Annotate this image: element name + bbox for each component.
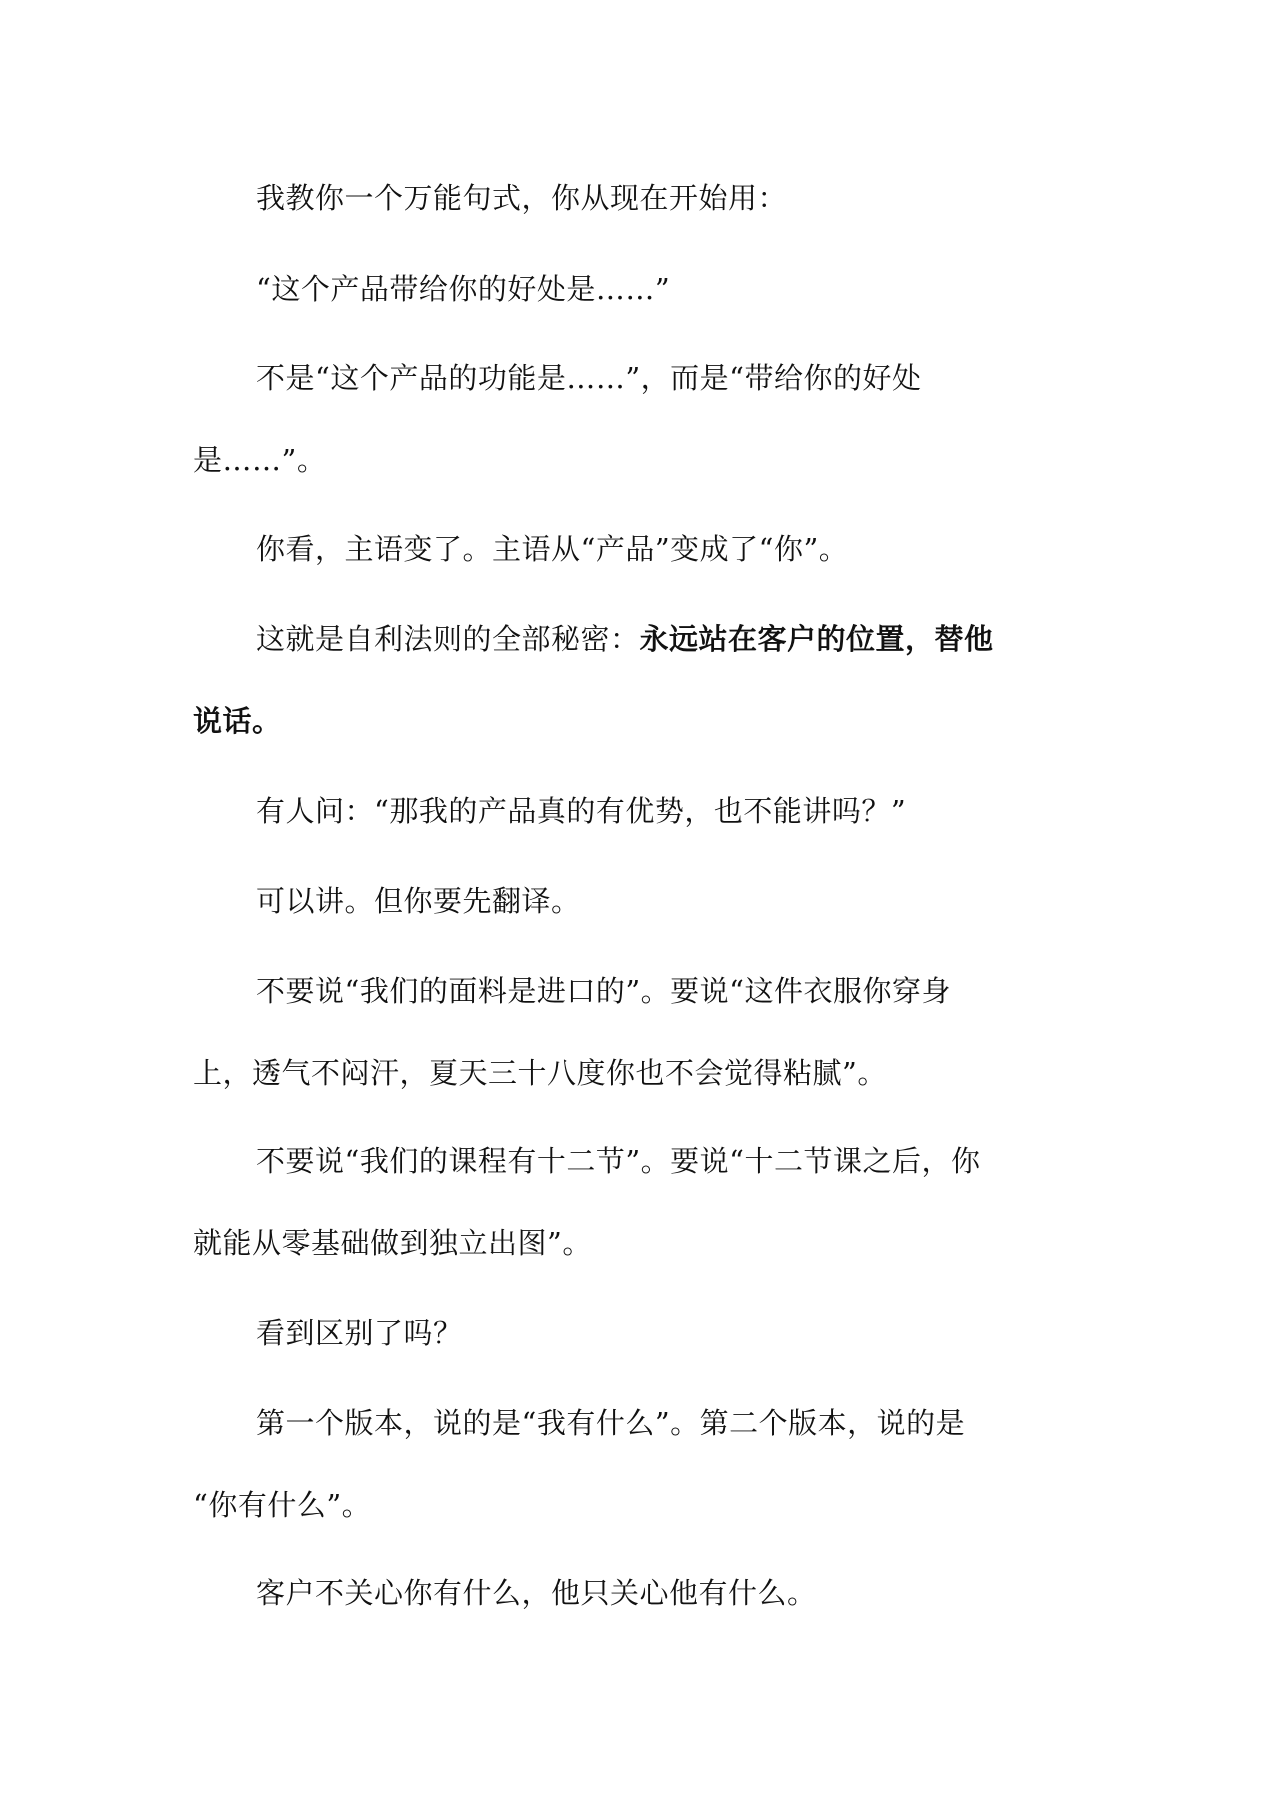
paragraph-4 [193, 508, 1093, 590]
paragraph-8 [193, 950, 1093, 1114]
paragraph-10 [193, 1292, 1093, 1374]
paragraph-1 [193, 157, 1093, 239]
paragraph-9 [193, 1120, 1093, 1284]
emphasis-text: 永远站在客户的位置，替他 [639, 622, 994, 656]
emphasis-text-line-2: 说话。 [193, 704, 282, 738]
paragraph-text: 看到区别了吗？ [256, 1316, 463, 1350]
paragraph-text: 客户不关心你有什么，他只关心他有什么。 [256, 1576, 817, 1610]
paragraph-5 [193, 598, 1093, 762]
paragraph-text: 有人问：“那我的产品真的有优势，也不能讲吗？” [256, 794, 907, 828]
paragraph-2 [193, 248, 1093, 330]
paragraph-text: 你看，主语变了。主语从“产品”变成了“你”。 [256, 532, 849, 566]
paragraph-text-plain: 这就是自利法则的全部秘密： [256, 622, 640, 656]
paragraph-text-line-2: “你有什么”。 [193, 1488, 372, 1522]
paragraph-6 [193, 770, 1093, 852]
paragraph-3 [193, 337, 1093, 501]
paragraph-12 [193, 1552, 1093, 1634]
paragraph-text-line-2: 上，透气不闷汗，夏天三十八度你也不会觉得粘腻”。 [193, 1056, 887, 1090]
paragraph-text: 可以讲。但你要先翻译。 [256, 884, 581, 918]
paragraph-text-line-1: 第一个版本，说的是“我有什么”。第二个版本，说的是 [256, 1406, 966, 1440]
paragraph-text-line-2: 是……”。 [193, 443, 327, 477]
paragraph-11 [193, 1382, 1093, 1546]
paragraph-text-line-1: 不要说“我们的面料是进口的”。要说“这件衣服你穿身 [256, 974, 951, 1008]
paragraph-text-line-1: 不要说“我们的课程有十二节”。要说“十二节课之后，你 [256, 1144, 981, 1178]
paragraph-text-line-2: 就能从零基础做到独立出图”。 [193, 1226, 592, 1260]
paragraph-7 [193, 860, 1093, 942]
paragraph-text-line-1 [193, 598, 1093, 680]
paragraph-text-line-1: 不是“这个产品的功能是……”，而是“带给你的好处 [256, 361, 922, 395]
paragraph-text: “这个产品带给你的好处是……” [256, 272, 671, 306]
paragraph-text: 我教你一个万能句式，你从现在开始用： [256, 181, 788, 215]
